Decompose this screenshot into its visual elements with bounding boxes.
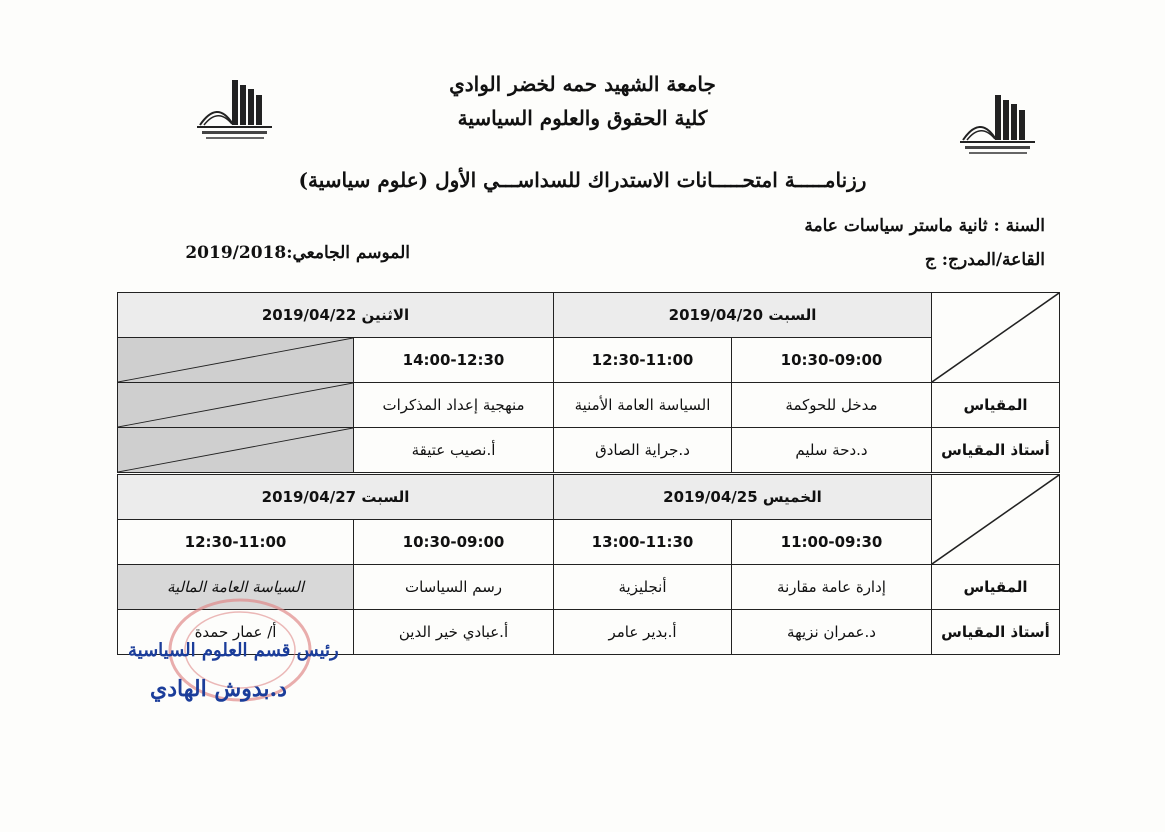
time-slot: 13:00-11:30	[554, 520, 732, 565]
empty-slot	[118, 428, 354, 473]
signature-name: د.بدوش الهادي	[150, 676, 287, 702]
subject-label: المقياس	[932, 565, 1060, 610]
subject-cell: إدارة عامة مقارنة	[732, 565, 932, 610]
signature-role: رئيس قسم العلوم السياسية	[128, 640, 339, 661]
subject-cell: مدخل للحوكمة	[732, 383, 932, 428]
time-slot: 12:30-11:00	[554, 338, 732, 383]
corner-cell	[932, 475, 1060, 565]
page-title: رزنامـــــة امتحـــــانات الاستدراك للسداســـي الأول (علوم سياسية)	[298, 168, 867, 192]
teacher-cell: أ.بدير عامر	[554, 610, 732, 655]
day-header: السبت 2019/04/27	[118, 475, 554, 520]
subject-cell: السياسة العامة الأمنية	[554, 383, 732, 428]
subject-cell: السياسة العامة المالية	[118, 565, 354, 610]
teacher-cell: د.عمران نزيهة	[732, 610, 932, 655]
time-slot: 11:00-09:30	[732, 520, 932, 565]
empty-slot	[118, 338, 354, 383]
academic-year-level: السنة : ثانية ماستر سياسات عامة	[804, 216, 1045, 236]
empty-slot	[118, 383, 354, 428]
exam-room: القاعة/المدرج: ج	[924, 250, 1045, 270]
subject-cell: رسم السياسات	[354, 565, 554, 610]
university-name: جامعة الشهيد حمه لخضر الوادي	[449, 72, 716, 96]
teacher-label: أستاذ المقياس	[932, 428, 1060, 473]
teacher-cell: د.دحة سليم	[732, 428, 932, 473]
teacher-cell: أ.عبادي خير الدين	[354, 610, 554, 655]
time-slot: 10:30-09:00	[732, 338, 932, 383]
schedule-table-week1	[117, 292, 1060, 473]
academic-season: الموسم الجامعي:2019/2018	[185, 243, 410, 263]
day-header: السبت 2019/04/20	[554, 293, 932, 338]
subject-cell: أنجليزية	[554, 565, 732, 610]
day-header: الخميس 2019/04/25	[554, 475, 932, 520]
teacher-cell: أ/ عمار حمدة	[118, 610, 354, 655]
teacher-cell: د.جراية الصادق	[554, 428, 732, 473]
corner-cell	[932, 293, 1060, 383]
time-slot: 10:30-09:00	[354, 520, 554, 565]
teacher-cell: أ.نصيب عتيقة	[354, 428, 554, 473]
time-slot: 14:00-12:30	[354, 338, 554, 383]
subject-label: المقياس	[932, 383, 1060, 428]
faculty-name: كلية الحقوق والعلوم السياسية	[457, 106, 708, 130]
day-header: الاثنين 2019/04/22	[118, 293, 554, 338]
subject-cell: منهجية إعداد المذكرات	[354, 383, 554, 428]
teacher-label: أستاذ المقياس	[932, 610, 1060, 655]
time-slot: 12:30-11:00	[118, 520, 354, 565]
